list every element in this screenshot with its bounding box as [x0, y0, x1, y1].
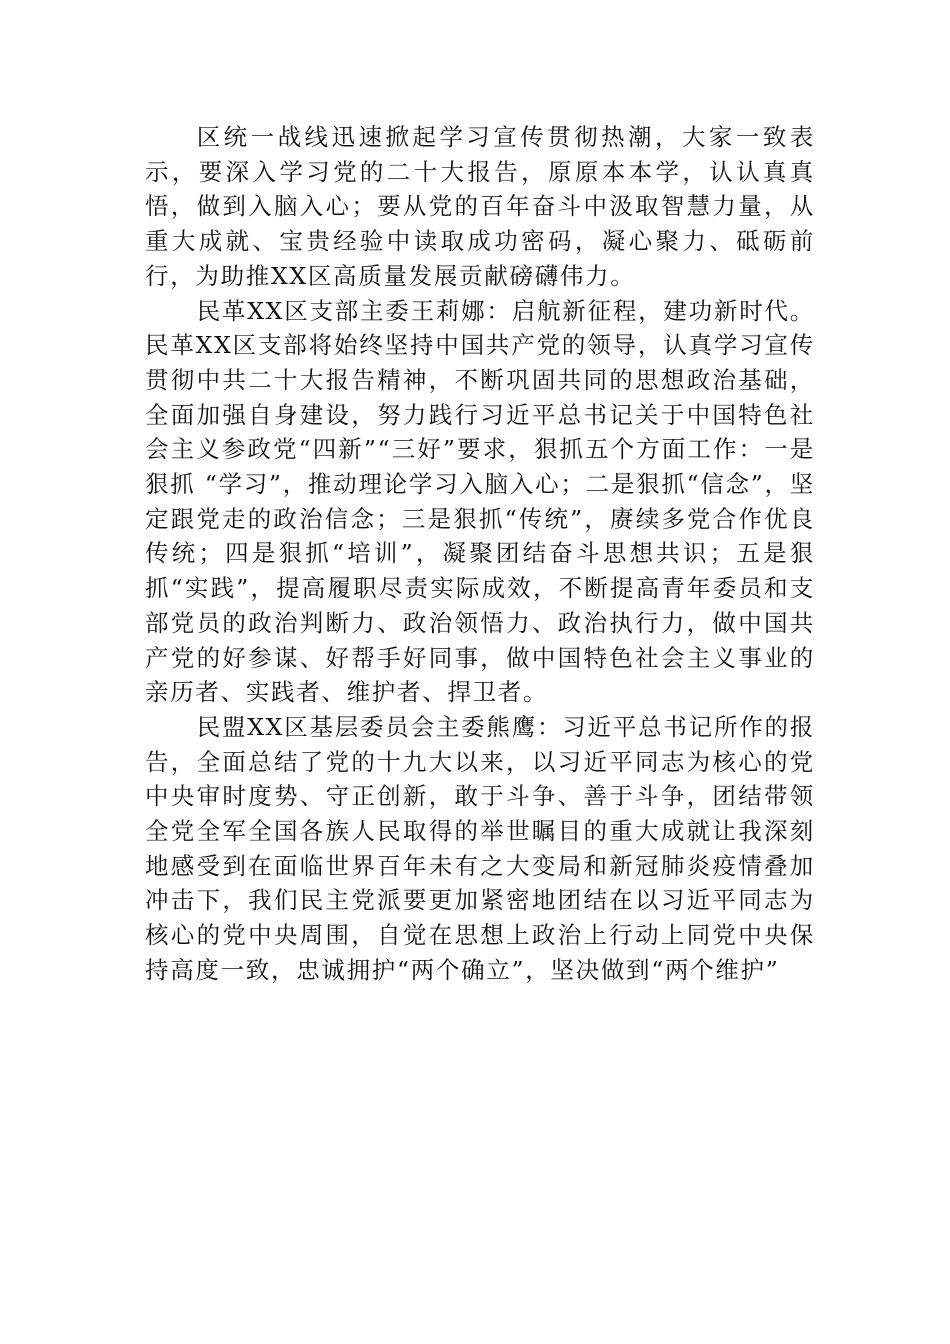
- paragraph-minge-statement: 民革XX区支部主委王莉娜：启航新征程，建功新时代。民革XX区支部将始终坚持中国共产党的领导，认真学习宣传贯彻中共二十大报告精神，不断巩固共同的思想政治基础，全面加强自身建设，努力践行习近平总书记关于中国特色社会主义参政党“四新”“三好”要求，狠抓五个方面工作：一是狠抓 “学习”，推动理论学习入脑入心；二是狠抓“信念”，坚定跟党走的政治信念；三是狠抓“传统”，赓续多党合作优良传统；四是狠抓“培训”，凝聚团结奋斗思想共识；五是狠抓“实践”，提高履职尽责实际成效，不断提高青年委员和支部党员的政治判断力、政治领悟力、政治执行力，做中国共产党的好参谋、好帮手好同事，做中国特色社会主义事业的亲历者、实践者、维护者、捍卫者。: [145, 296, 815, 707]
- body-text: [145, 120, 815, 988]
- paragraph-minmeng-statement: 民盟XX区基层委员会主委熊鹰：习近平总书记所作的报告，全面总结了党的十九大以来，以习近平同志为核心的党中央审时度势、守正创新，敢于斗争、善于斗争，团结带领全党全军全国各族人民取得的举世瞩目的重大成就让我深刻地感受到在面临世界百年未有之大变局和新冠肺炎疫情叠加冲击下，我们民主党派要更加紧密地团结在以习近平同志为核心的党中央周围，自觉在思想上政治上行动上同党中央保持高度一致，忠诚拥护“两个确立”，坚决做到“两个维护”: [145, 712, 815, 984]
- paragraph-united-front: 区统一战线迅速掀起学习宣传贯彻热潮，大家一致表示，要深入学习党的二十大报告，原原本本学，认认真真悟，做到入脑入心；要从党的百年奋斗中汲取智慧力量，从重大成就、宝贵经验中读取成功密码，凝心聚力、砥砺前行，为助推XX区高质量发展贡献磅礴伟力。: [145, 123, 815, 290]
